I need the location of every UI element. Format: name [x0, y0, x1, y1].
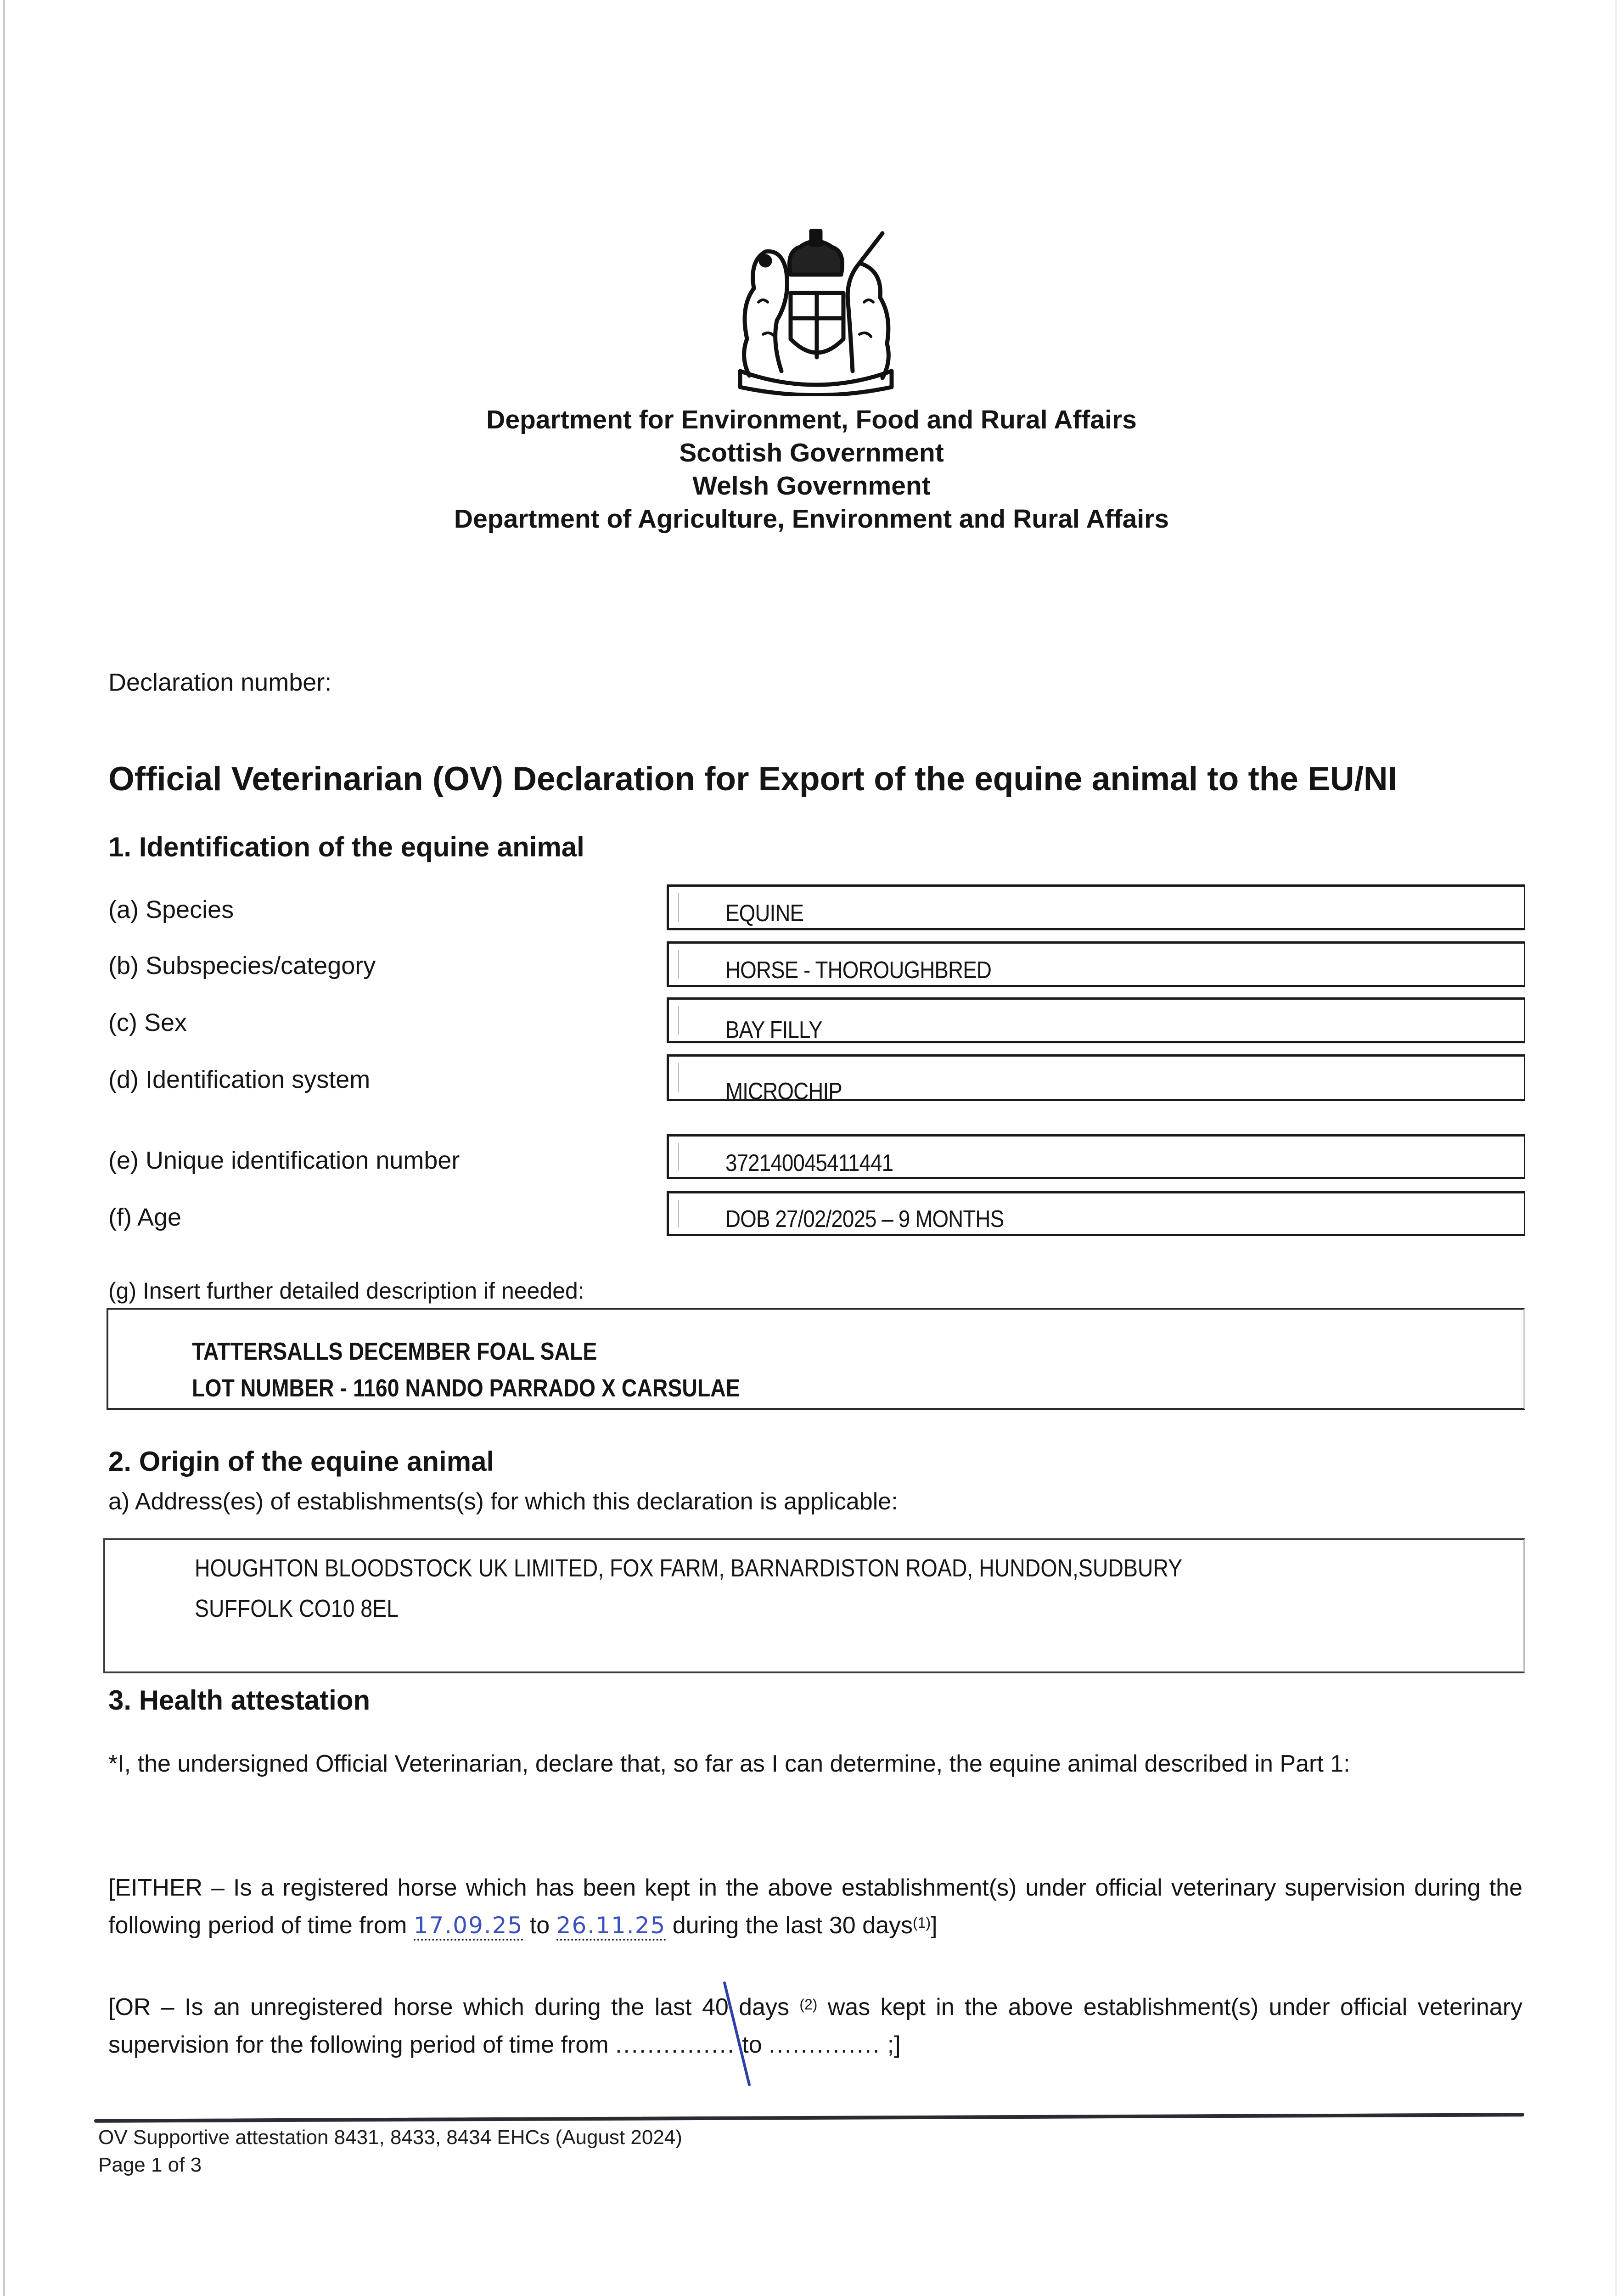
royal-coat-of-arms-icon [722, 219, 910, 396]
text-cursor [678, 893, 679, 922]
text-cursor [678, 1006, 679, 1035]
description-line-1: TATTERSALLS DECEMBER FOAL SALE [192, 1338, 597, 1365]
section-1-heading: 1. Identification of the equine animal [108, 832, 584, 862]
address-field[interactable] [103, 1538, 1525, 1673]
unique-id-label: (e) Unique identification number [108, 1147, 460, 1174]
section-2-heading: 2. Origin of the equine animal [108, 1446, 494, 1477]
address-line-1: HOUGHTON BLOODSTOCK UK LIMITED, FOX FARM, BARNARDISTON ROAD, HUNDON,SUDBURY [195, 1554, 1183, 1582]
subspecies-label: (b) Subspecies/category [108, 952, 376, 979]
to-date-handwritten[interactable]: 26.11.25 [556, 1912, 666, 1941]
address-label: a) Address(es) of establishments(s) for which this declaration is applicable: [108, 1488, 898, 1515]
address-line-2: SUFFOLK CO10 8EL [195, 1595, 399, 1622]
species-value: EQUINE [725, 900, 804, 927]
age-field[interactable] [667, 1191, 1525, 1236]
scan-edge-right [1615, 0, 1617, 2296]
or-from-date-blank[interactable]: ............... [615, 2032, 736, 2058]
declaration-number-label: Declaration number: [108, 669, 332, 696]
sex-value: BAY FILLY [725, 1017, 822, 1043]
section-3-heading: 3. Health attestation [108, 1685, 371, 1716]
unique-id-field[interactable] [667, 1134, 1525, 1179]
description-line-2: LOT NUMBER - 1160 NANDO PARRADO X CARSULAE [192, 1374, 740, 1402]
text-cursor [678, 1063, 679, 1092]
footer-reference: OV Supportive attestation 8431, 8433, 8434 EHCs (August 2024) [98, 2126, 682, 2149]
identification-system-value: MICROCHIP [725, 1078, 842, 1105]
unique-id-value: 372140045411441 [725, 1150, 893, 1176]
scan-edge-left [3, 0, 5, 2296]
age-label: (f) Age [108, 1204, 182, 1231]
page-title: Official Veterinarian (OV) Declaration for Export of the equine animal to the EU/NI [108, 760, 1397, 798]
identification-system-label: (d) Identification system [108, 1066, 371, 1093]
text-cursor [678, 1143, 679, 1171]
department-welsh-government: Welsh Government [692, 471, 931, 501]
species-label: (a) Species [108, 896, 234, 923]
or-to-date-blank[interactable]: .............. [769, 2032, 881, 2058]
species-field[interactable] [667, 884, 1525, 930]
department-defra: Department for Environment, Food and Rural Affairs [486, 405, 1137, 434]
description-field[interactable] [107, 1308, 1525, 1410]
page-number: Page 1 of 3 [98, 2154, 202, 2176]
identification-system-field[interactable] [667, 1054, 1525, 1105]
subspecies-value: HORSE - THOROUGHBRED [725, 957, 992, 984]
description-label: (g) Insert further detailed description if needed: [108, 1278, 584, 1304]
text-cursor [678, 1200, 679, 1227]
text-cursor [678, 950, 679, 979]
subspecies-field[interactable] [667, 941, 1525, 987]
department-daera: Department of Agriculture, Environment and Rural Affairs [454, 504, 1169, 534]
sex-field[interactable] [667, 997, 1525, 1043]
age-value: DOB 27/02/2025 – 9 MONTHS [725, 1206, 1004, 1232]
department-scottish-government: Scottish Government [679, 438, 944, 467]
from-date-handwritten[interactable]: 17.09.25 [414, 1912, 523, 1941]
sex-label: (c) Sex [108, 1009, 187, 1036]
or-clause: [OR – Is an unregistered horse which during the last 40 days $^{(2)}$ was kept in the above establishment(s) under official veterinary supervision for the following period of time from ............... to .............. ;] [108, 1994, 1523, 2058]
attestation-intro: *I, the undersigned Official Veterinarian, declare that, so far as I can determine, the equine animal described in Part 1: [108, 1750, 1350, 1777]
footer-divider [94, 2113, 1524, 2123]
either-clause: [EITHER – Is a registered horse which has been kept in the above establishment(s) under official veterinary supervision during the following period of time from 17.09.25 to 26.11.25 during the last 30 days$^{(1)}$] [108, 1869, 1522, 1944]
pen-strike-mark [721, 1979, 753, 2089]
